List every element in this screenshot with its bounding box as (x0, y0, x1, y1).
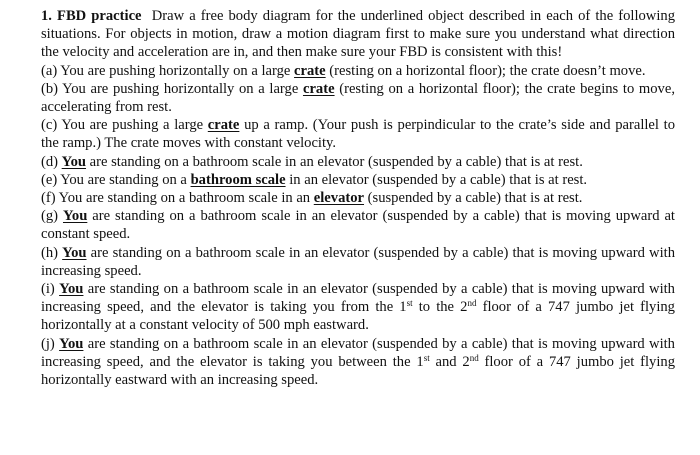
problem-number: 1. (41, 8, 52, 24)
item-a: (a) You are pushing horizontally on a large crate (resting on a horizontal floor); the crate doesn’t move. (41, 62, 646, 79)
underlined-object: elevator (313, 190, 365, 207)
item-h: (h) You are standing on a bathroom scale in an elevator (suspended by a cable) that is moving upward with increasing speed. (41, 244, 675, 279)
item-i: (i) You are standing on a bathroom scale in an elevator (suspended by a cable) that is moving upward with increasing speed, and the elevator is taking you from the 1st to the 2nd floor of a 747 jumbo jet flying horizontally at a constant velocity of 500 mph eastward. (41, 281, 675, 334)
problem-intro-text: Draw a free body diagram for the underlined object described in each of the following situations. For objects in motion, draw a motion diagram first to make sure you understand what direction the velocity and acceleration are in, and then make sure your FBD is consistent with this! (41, 8, 675, 61)
problem-title: FBD practice (57, 8, 142, 24)
underlined-object: bathroom scale (190, 171, 286, 188)
underlined-object: crate (294, 62, 326, 79)
item-b: (b) You are pushing horizontally on a large crate (resting on a horizontal floor); the crate begins to move, accelerating from rest. (41, 80, 675, 116)
item-f: (f) You are standing on a bathroom scale in an elevator (suspended by a cable) that is at rest. (41, 190, 583, 207)
underlined-object: You (59, 281, 84, 298)
item-e: (e) You are standing on a bathroom scale in an elevator (suspended by a cable) that is at rest. (41, 171, 588, 188)
underlined-object: You (62, 244, 87, 261)
underlined-object: crate (207, 117, 240, 134)
underlined-object: crate (302, 80, 335, 97)
underlined-object: You (61, 153, 87, 170)
problem-intro (41, 7, 675, 62)
problem-document (41, 7, 675, 389)
underlined-object: You (62, 208, 88, 225)
item-j: (j) You are standing on a bathroom scale in an elevator (suspended by a cable) that is moving upward with increasing speed, and the elevator is taking you between the 1st and 2nd floor of a 747 jumbo jet flying horizontally eastward with an increasing speed. (41, 335, 676, 389)
item-d: (d) You are standing on a bathroom scale in an elevator (suspended by a cable) that is at rest. (41, 153, 583, 170)
item-g: (g) You are standing on a bathroom scale in an elevator (suspended by a cable) that is moving upward at constant speed. (41, 208, 675, 243)
item-c: (c) You are pushing a large crate up a ramp. (Your push is perpindicular to the crate’s side and parallel to the ramp.) The crate moves with constant velocity. (41, 117, 675, 152)
underlined-object: You (59, 335, 84, 352)
